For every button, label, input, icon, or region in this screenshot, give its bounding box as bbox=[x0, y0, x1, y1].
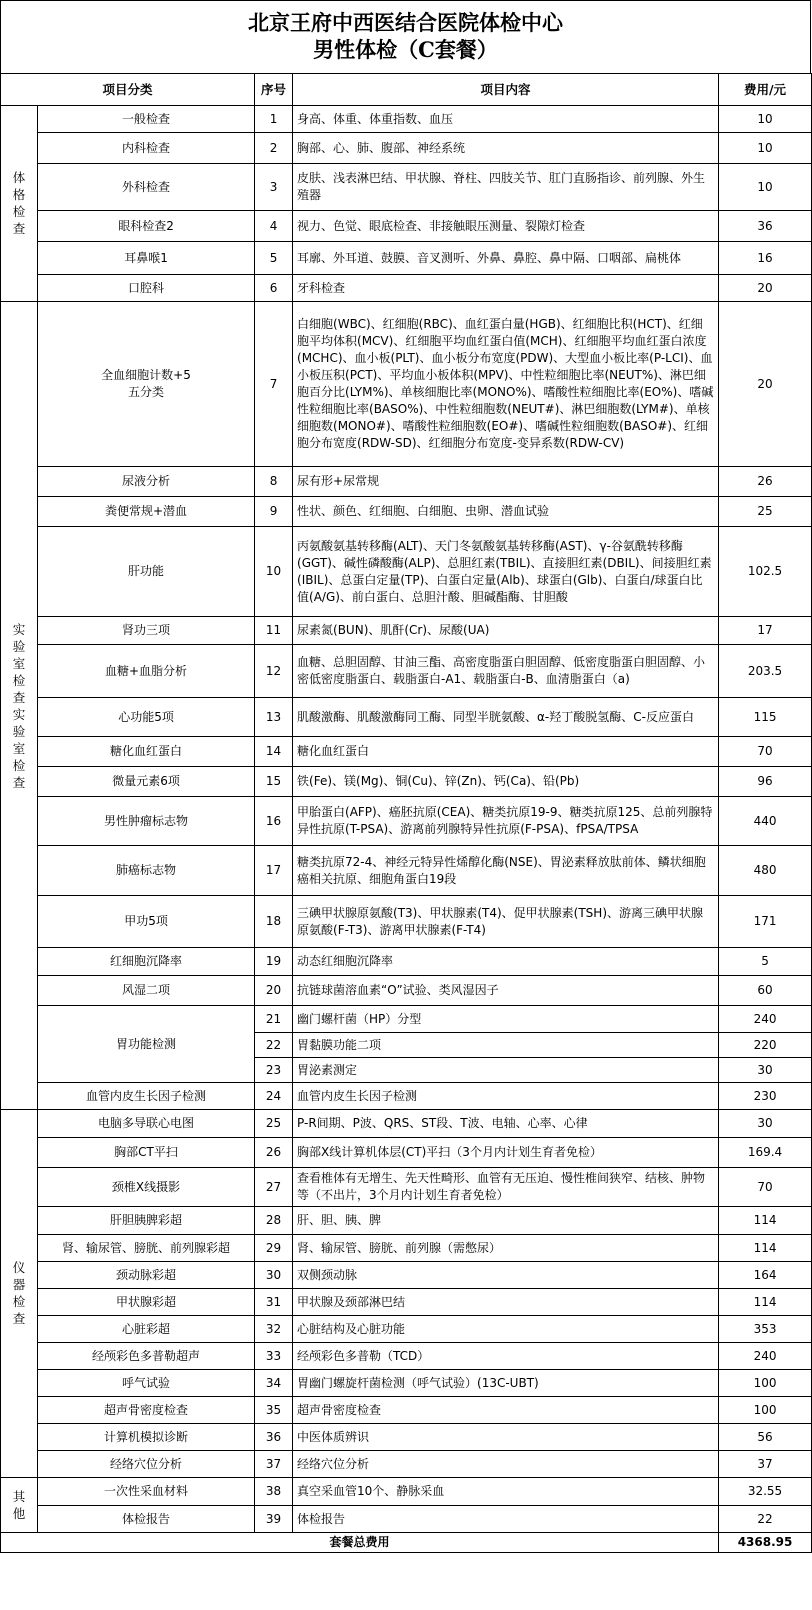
table-row bbox=[1, 164, 812, 211]
item-number: 6 bbox=[255, 275, 293, 302]
item-number: 21 bbox=[255, 1006, 293, 1033]
table-row bbox=[1, 106, 812, 133]
table-row bbox=[1, 948, 812, 976]
item-number: 14 bbox=[255, 737, 293, 767]
item-number: 5 bbox=[255, 242, 293, 275]
item-number: 25 bbox=[255, 1110, 293, 1138]
exam-items-table bbox=[0, 73, 812, 1553]
item-fee: 70 bbox=[719, 737, 812, 767]
item-content: 尿素氮(BUN)、肌酐(Cr)、尿酸(UA) bbox=[293, 617, 719, 645]
item-fee: 20 bbox=[719, 275, 812, 302]
item-content: 幽门螺杆菌（HP）分型 bbox=[293, 1006, 719, 1033]
item-category: 微量元素6项 bbox=[38, 767, 255, 797]
table-row bbox=[1, 1451, 812, 1478]
item-category: 肺癌标志物 bbox=[38, 846, 255, 896]
item-content: 胸部X线计算机体层(CT)平扫（3个月内计划生育者免检） bbox=[293, 1138, 719, 1168]
col-header-content: 项目内容 bbox=[293, 74, 719, 106]
item-content: 糖化血红蛋白 bbox=[293, 737, 719, 767]
item-number: 15 bbox=[255, 767, 293, 797]
item-content: 耳廓、外耳道、鼓膜、音叉测听、外鼻、鼻腔、鼻中隔、口咽部、扁桃体 bbox=[293, 242, 719, 275]
item-content: 甲胎蛋白(AFP)、癌胚抗原(CEA)、糖类抗原19-9、糖类抗原125、总前列腺特异性抗原(T-PSA)、游离前列腺特异性抗原(F-PSA)、fPSA/TPSA bbox=[293, 797, 719, 846]
item-content: 抗链球菌溶血素“O”试验、类风湿因子 bbox=[293, 976, 719, 1006]
item-fee: 164 bbox=[719, 1262, 812, 1289]
table-row bbox=[1, 1289, 812, 1316]
item-category: 风湿二项 bbox=[38, 976, 255, 1006]
item-category: 血糖+血脂分析 bbox=[38, 645, 255, 698]
item-fee: 60 bbox=[719, 976, 812, 1006]
table-row bbox=[1, 737, 812, 767]
item-category: 红细胞沉降率 bbox=[38, 948, 255, 976]
item-number: 30 bbox=[255, 1262, 293, 1289]
table-row bbox=[1, 1343, 812, 1370]
item-category: 肝功能 bbox=[38, 527, 255, 617]
item-content: 经络穴位分析 bbox=[293, 1451, 719, 1478]
item-content: 身高、体重、体重指数、血压 bbox=[293, 106, 719, 133]
item-content: 经颅彩色多普勒（TCD） bbox=[293, 1343, 719, 1370]
item-fee: 22 bbox=[719, 1506, 812, 1533]
item-category: 一次性采血材料 bbox=[38, 1478, 255, 1506]
item-fee: 114 bbox=[719, 1235, 812, 1262]
item-category: 肝胆胰脾彩超 bbox=[38, 1207, 255, 1235]
item-number: 4 bbox=[255, 211, 293, 242]
item-category: 呼气试验 bbox=[38, 1370, 255, 1397]
table-body bbox=[1, 106, 812, 1533]
item-number: 29 bbox=[255, 1235, 293, 1262]
section-label: 实验室检查 bbox=[12, 706, 26, 790]
table-row bbox=[1, 1006, 812, 1033]
item-number: 31 bbox=[255, 1289, 293, 1316]
table-row bbox=[1, 1478, 812, 1506]
table-row bbox=[1, 1138, 812, 1168]
item-content: 血管内皮生长因子检测 bbox=[293, 1083, 719, 1110]
item-fee: 37 bbox=[719, 1451, 812, 1478]
table-row bbox=[1, 617, 812, 645]
item-content: 铁(Fe)、镁(Mg)、铜(Cu)、锌(Zn)、钙(Ca)、铅(Pb) bbox=[293, 767, 719, 797]
item-fee: 100 bbox=[719, 1370, 812, 1397]
section-label: 仪器检查 bbox=[12, 1260, 26, 1326]
item-number: 36 bbox=[255, 1424, 293, 1451]
item-number: 24 bbox=[255, 1083, 293, 1110]
section-cell bbox=[1, 1110, 38, 1478]
item-content: 查看椎体有无增生、先天性畸形、血管有无压迫、慢性椎间狭窄、结核、肿物等（不出片，3个月内计划生育者免检） bbox=[293, 1168, 719, 1207]
total-value: 4368.95 bbox=[719, 1533, 812, 1553]
section-label: 其他 bbox=[12, 1488, 26, 1521]
item-category: 颈动脉彩超 bbox=[38, 1262, 255, 1289]
item-content: 尿有形+尿常规 bbox=[293, 467, 719, 497]
item-category: 肾功三项 bbox=[38, 617, 255, 645]
item-content: 胸部、心、肺、腹部、神经系统 bbox=[293, 133, 719, 164]
item-content: 性状、颜色、红细胞、白细胞、虫卵、潜血试验 bbox=[293, 497, 719, 527]
document-title: 北京王府中西医结合医院体检中心 bbox=[248, 10, 563, 35]
item-category: 尿液分析 bbox=[38, 467, 255, 497]
item-number: 17 bbox=[255, 846, 293, 896]
item-number: 28 bbox=[255, 1207, 293, 1235]
item-number: 37 bbox=[255, 1451, 293, 1478]
item-category: 血管内皮生长因子检测 bbox=[38, 1083, 255, 1110]
item-content: 肝、胆、胰、脾 bbox=[293, 1207, 719, 1235]
item-category: 胸部CT平扫 bbox=[38, 1138, 255, 1168]
table-row bbox=[1, 1207, 812, 1235]
item-category: 一般检查 bbox=[38, 106, 255, 133]
table-row bbox=[1, 1110, 812, 1138]
item-fee: 17 bbox=[719, 617, 812, 645]
table-row bbox=[1, 846, 812, 896]
item-category: 肾、输尿管、膀胱、前列腺彩超 bbox=[38, 1235, 255, 1262]
item-number: 13 bbox=[255, 698, 293, 737]
item-category: 耳鼻喉1 bbox=[38, 242, 255, 275]
item-content: 丙氨酸氨基转移酶(ALT)、天门冬氨酸氨基转移酶(AST)、γ-谷氨酰转移酶(GGT)、碱性磷酸酶(ALP)、总胆红素(TBIL)、直接胆红素(DBIL)、间接胆红素(IBIL)、总蛋白定量(TP)、白蛋白定量(Alb)、球蛋白(Glb)、白蛋白/球蛋白比值(A/G)、前白蛋白、总胆汁酸、胆碱酯酶、甘胆酸 bbox=[293, 527, 719, 617]
item-category: 体检报告 bbox=[38, 1506, 255, 1533]
item-content: 真空采血管10个、静脉采血 bbox=[293, 1478, 719, 1506]
item-category: 经颅彩色多普勒超声 bbox=[38, 1343, 255, 1370]
item-fee: 203.5 bbox=[719, 645, 812, 698]
item-content: 牙科检查 bbox=[293, 275, 719, 302]
col-header-category: 项目分类 bbox=[1, 74, 255, 106]
item-category: 经络穴位分析 bbox=[38, 1451, 255, 1478]
item-fee: 102.5 bbox=[719, 527, 812, 617]
item-content: 甲状腺及颈部淋巴结 bbox=[293, 1289, 719, 1316]
item-content: 动态红细胞沉降率 bbox=[293, 948, 719, 976]
item-number: 3 bbox=[255, 164, 293, 211]
item-category: 口腔科 bbox=[38, 275, 255, 302]
item-fee: 240 bbox=[719, 1343, 812, 1370]
item-category: 糖化血红蛋白 bbox=[38, 737, 255, 767]
item-fee: 230 bbox=[719, 1083, 812, 1110]
item-fee: 10 bbox=[719, 106, 812, 133]
item-fee: 10 bbox=[719, 133, 812, 164]
item-content: 肌酸激酶、肌酸激酶同工酶、同型半胱氨酸、α-羟丁酸脱氢酶、C-反应蛋白 bbox=[293, 698, 719, 737]
item-fee: 100 bbox=[719, 1397, 812, 1424]
table-row bbox=[1, 242, 812, 275]
item-number: 34 bbox=[255, 1370, 293, 1397]
table-row bbox=[1, 1083, 812, 1110]
table-row bbox=[1, 1262, 812, 1289]
table-row bbox=[1, 1316, 812, 1343]
item-content: 胃幽门螺旋杆菌检测（呼气试验）(13C-UBT) bbox=[293, 1370, 719, 1397]
item-fee: 96 bbox=[719, 767, 812, 797]
table-row bbox=[1, 976, 812, 1006]
item-category: 全血细胞计数+5五分类 bbox=[38, 302, 255, 467]
table-row bbox=[1, 1424, 812, 1451]
item-category: 胃功能检测 bbox=[38, 1006, 255, 1083]
item-number: 38 bbox=[255, 1478, 293, 1506]
item-number: 20 bbox=[255, 976, 293, 1006]
table-row bbox=[1, 896, 812, 948]
item-fee: 16 bbox=[719, 242, 812, 275]
item-number: 39 bbox=[255, 1506, 293, 1533]
item-fee: 171 bbox=[719, 896, 812, 948]
item-number: 16 bbox=[255, 797, 293, 846]
table-row bbox=[1, 698, 812, 737]
item-fee: 56 bbox=[719, 1424, 812, 1451]
item-number: 27 bbox=[255, 1168, 293, 1207]
document-subtitle: 男性体检（C套餐） bbox=[313, 37, 498, 62]
item-content: 超声骨密度检查 bbox=[293, 1397, 719, 1424]
table-row bbox=[1, 797, 812, 846]
item-content: 白细胞(WBC)、红细胞(RBC)、血红蛋白量(HGB)、红细胞比积(HCT)、红细胞平均体积(MCV)、红细胞平均血红蛋白值(MCH)、红细胞平均血红蛋白浓度(MCHC)、血小板(PLT)、血小板分布宽度(PDW)、大型血小板比率(P-LCI)、血小板压积(PCT)、平均血小板体积(MPV)、中性粒细胞比率(NEUT%)、淋巴细胞百分比(LYM%)、单核细胞比率(MONO%)、嗜酸性粒细胞比率(EO%)、嗜碱性粒细胞比率(BASO%)、中性粒细胞数(NEUT#)、淋巴细胞数(LYM#)、单核细胞数(MONO#)、嗜酸性粒细胞数(EO#)、嗜碱性粒细胞数(BASO#)、红细胞分布宽度(RDW-SD)、红细胞分布宽度-变异系数(RDW-CV) bbox=[293, 302, 719, 467]
table-row bbox=[1, 1397, 812, 1424]
table-row bbox=[1, 1506, 812, 1533]
section-label: 体格检查 bbox=[12, 170, 26, 236]
item-number: 10 bbox=[255, 527, 293, 617]
table-row bbox=[1, 302, 812, 467]
item-content: 糖类抗原72-4、神经元特异性烯醇化酶(NSE)、胃泌素释放肽前体、鳞状细胞癌相关抗原、细胞角蛋白19段 bbox=[293, 846, 719, 896]
item-category: 甲状腺彩超 bbox=[38, 1289, 255, 1316]
item-fee: 20 bbox=[719, 302, 812, 467]
item-number: 7 bbox=[255, 302, 293, 467]
col-header-fee: 费用/元 bbox=[719, 74, 812, 106]
item-number: 12 bbox=[255, 645, 293, 698]
item-category: 男性肿瘤标志物 bbox=[38, 797, 255, 846]
item-content: 胃黏膜功能二项 bbox=[293, 1033, 719, 1058]
col-header-no: 序号 bbox=[255, 74, 293, 106]
table-row bbox=[1, 275, 812, 302]
item-category: 心脏彩超 bbox=[38, 1316, 255, 1343]
item-category: 心功能5项 bbox=[38, 698, 255, 737]
item-number: 32 bbox=[255, 1316, 293, 1343]
item-category: 颈椎X线摄影 bbox=[38, 1168, 255, 1207]
section-cell bbox=[1, 302, 38, 1110]
table-row bbox=[1, 645, 812, 698]
item-category: 电脑多导联心电图 bbox=[38, 1110, 255, 1138]
item-number: 11 bbox=[255, 617, 293, 645]
item-number: 19 bbox=[255, 948, 293, 976]
item-content: P-R间期、P波、QRS、ST段、T波、电轴、心率、心律 bbox=[293, 1110, 719, 1138]
table-header-row bbox=[1, 74, 812, 106]
item-content: 体检报告 bbox=[293, 1506, 719, 1533]
item-fee: 5 bbox=[719, 948, 812, 976]
section-cell bbox=[1, 106, 38, 302]
item-fee: 30 bbox=[719, 1058, 812, 1083]
item-fee: 114 bbox=[719, 1289, 812, 1316]
section-label: 实验室检查 bbox=[12, 621, 26, 705]
item-content: 皮肤、浅表淋巴结、甲状腺、脊柱、四肢关节、肛门直肠指诊、前列腺、外生殖器 bbox=[293, 164, 719, 211]
item-content: 胃泌素测定 bbox=[293, 1058, 719, 1083]
item-number: 35 bbox=[255, 1397, 293, 1424]
table-row bbox=[1, 1168, 812, 1207]
item-fee: 36 bbox=[719, 211, 812, 242]
item-content: 血糖、总胆固醇、甘油三酯、高密度脂蛋白胆固醇、低密度脂蛋白胆固醇、小密低密度脂蛋白、载脂蛋白-A1、载脂蛋白-B、血清脂蛋白（a) bbox=[293, 645, 719, 698]
item-number: 2 bbox=[255, 133, 293, 164]
item-number: 18 bbox=[255, 896, 293, 948]
item-number: 9 bbox=[255, 497, 293, 527]
item-category: 内科检查 bbox=[38, 133, 255, 164]
table-row bbox=[1, 1370, 812, 1397]
item-fee: 32.55 bbox=[719, 1478, 812, 1506]
item-fee: 353 bbox=[719, 1316, 812, 1343]
item-number: 26 bbox=[255, 1138, 293, 1168]
table-row bbox=[1, 1235, 812, 1262]
item-content: 心脏结构及心脏功能 bbox=[293, 1316, 719, 1343]
item-fee: 169.4 bbox=[719, 1138, 812, 1168]
table-row bbox=[1, 497, 812, 527]
item-fee: 10 bbox=[719, 164, 812, 211]
item-category: 甲功5项 bbox=[38, 896, 255, 948]
item-content: 中医体质辨识 bbox=[293, 1424, 719, 1451]
section-cell bbox=[1, 1478, 38, 1533]
item-content: 视力、色觉、眼底检查、非接触眼压测量、裂隙灯检查 bbox=[293, 211, 719, 242]
item-category: 粪便常规+潜血 bbox=[38, 497, 255, 527]
table-row bbox=[1, 467, 812, 497]
total-row bbox=[1, 1533, 812, 1553]
item-number: 22 bbox=[255, 1033, 293, 1058]
item-fee: 115 bbox=[719, 698, 812, 737]
item-fee: 114 bbox=[719, 1207, 812, 1235]
item-category: 眼科检查2 bbox=[38, 211, 255, 242]
item-content: 肾、输尿管、膀胱、前列腺（需憋尿） bbox=[293, 1235, 719, 1262]
item-number: 8 bbox=[255, 467, 293, 497]
item-category: 超声骨密度检查 bbox=[38, 1397, 255, 1424]
item-number: 1 bbox=[255, 106, 293, 133]
item-fee: 240 bbox=[719, 1006, 812, 1033]
item-category: 计算机模拟诊断 bbox=[38, 1424, 255, 1451]
item-category: 外科检查 bbox=[38, 164, 255, 211]
document-header bbox=[0, 0, 811, 74]
item-fee: 30 bbox=[719, 1110, 812, 1138]
item-number: 33 bbox=[255, 1343, 293, 1370]
item-number: 23 bbox=[255, 1058, 293, 1083]
item-fee: 26 bbox=[719, 467, 812, 497]
table-row bbox=[1, 133, 812, 164]
item-content: 三碘甲状腺原氨酸(T3)、甲状腺素(T4)、促甲状腺素(TSH)、游离三碘甲状腺原氨酸(F-T3)、游离甲状腺素(F-T4) bbox=[293, 896, 719, 948]
table-row bbox=[1, 211, 812, 242]
table-row bbox=[1, 527, 812, 617]
item-fee: 480 bbox=[719, 846, 812, 896]
item-fee: 25 bbox=[719, 497, 812, 527]
item-content: 双侧颈动脉 bbox=[293, 1262, 719, 1289]
item-fee: 440 bbox=[719, 797, 812, 846]
total-label: 套餐总费用 bbox=[1, 1533, 719, 1553]
item-fee: 220 bbox=[719, 1033, 812, 1058]
table-row bbox=[1, 767, 812, 797]
item-fee: 70 bbox=[719, 1168, 812, 1207]
